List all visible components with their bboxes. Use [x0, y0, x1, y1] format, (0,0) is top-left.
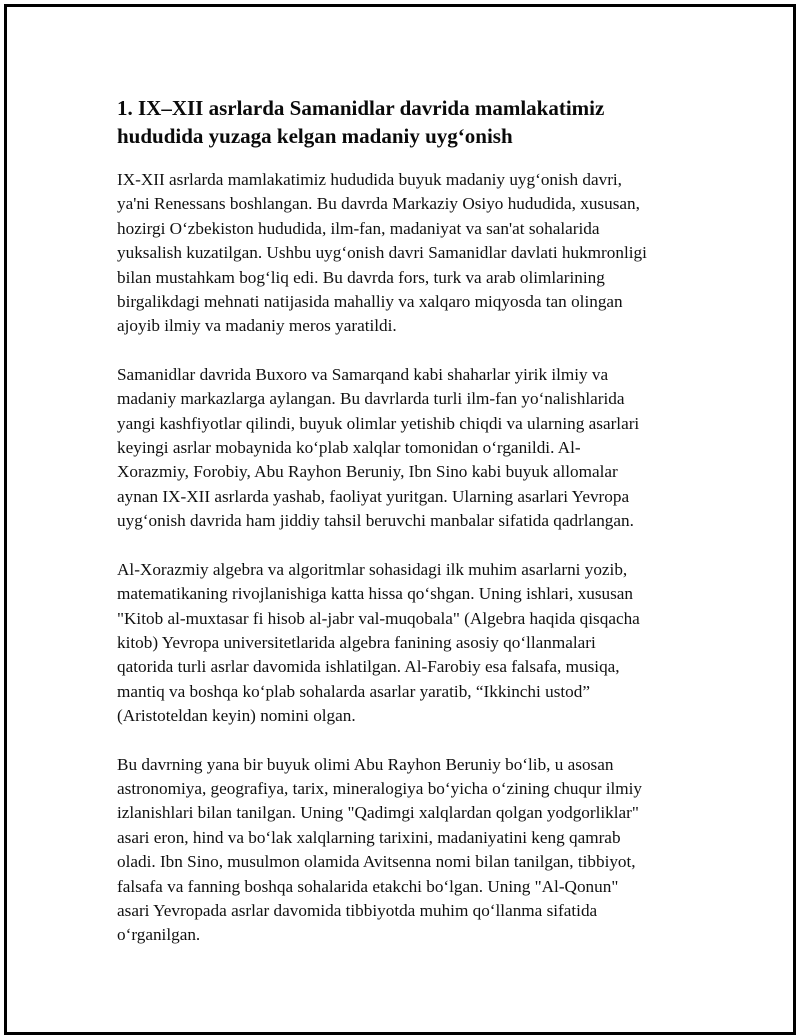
- paragraph-cities-scholars: Samanidlar davrida Buxoro va Samarqand kabi shaharlar yirik ilmiy va madaniy markazlarga aylangan. Bu davrlarda turli ilm-fan yo‘nalishlarida yangi kashfiyotlar qilindi, buyuk olimlar yetishib chiqdi va ularning asarlari keyingi asrlar mobaynida ko‘plab xalqlar tomonidan o‘rganildi. Al- Xorazmiy, Forobiy, Abu Rayhon Beruniy, Ibn Sino kabi buyuk allomalar aynan IX-XII asrlarda yashab, faoliyat yuritgan. Ularning asarlari Yevropa uyg‘onish davrida ham jiddiy tahsil beruvchi manbalar sifatida qadrlangan.: [117, 364, 640, 531]
- paragraph-beruni-ibn-sino: Bu davrning yana bir buyuk olimi Abu Rayhon Beruniy bo‘lib, u asosan astronomiya, geografiya, tarix, mineralogiya bo‘yicha o‘zining chuqur ilmiy izlanishlari bilan tanilgan. Uning "Qadimgi xalqlardan qolgan yodgorliklar" asari eron, hind va bo‘lak xalqlarning tarixini, madaniyatini keng qamrab oladi. Ibn Sino, musulmon olamida Avitsenna nomi bilan tanilgan, tibbiyot, falsafa va fanning boshqa sohalarida etakchi bo‘lgan. Uning "Al-Qonun" asari Yevropada asrlar davomida tibbiyotda muhim qo‘llanma sifatida o‘rganilgan.: [117, 754, 643, 945]
- paragraph-khwarizmi-farabi: Al-Xorazmiy algebra va algoritmlar sohasidagi ilk muhim asarlarni yozib, matematikaning rivojlanishiga katta hissa qo‘shgan. Uning ishlari, xususan "Kitob al-muxtasar fi hisob al-jabr val-muqobala" (Algebra haqida qisqacha kitob) Yevropa universitetlarida algebra fanining asosiy qo‘llanmalari qatorida turli asrlar davomida ishlatilgan. Al-Farobiy esa falsafa, musiqa, mantiq va boshqa ko‘plab sohalarda asarlar yaratib, “Ikkinchi ustod” (Aristoteldan keyin) nomini olgan.: [117, 559, 640, 726]
- paragraph-renaissance-intro: IX-XII asrlarda mamlakatimiz hududida buyuk madaniy uyg‘onish davri, ya'ni Renessans boshlangan. Bu davrda Markaziy Osiyo hududida, xususan, hozirgi O‘zbekiston hududida, ilm-fan, madaniyat va san'at sohalarida yuksalish kuzatilgan. Ushbu uyg‘onish davri Samanidlar davlati hukmronligi bilan mustahkam bog‘liq edi. Bu davrda fors, turk va arab olimlarining birgalikdagi mehnati natijasida mahalliy va xalqaro miqyosda tan olingan ajoyib ilmiy va madaniy meros yaratildi.: [117, 170, 647, 336]
- section-heading: 1. IX–XII asrlarda Samanidlar davrida mamlakatimiz hududida yuzaga kelgan madaniy uyg‘onish: [117, 96, 605, 148]
- document-body: [117, 94, 692, 972]
